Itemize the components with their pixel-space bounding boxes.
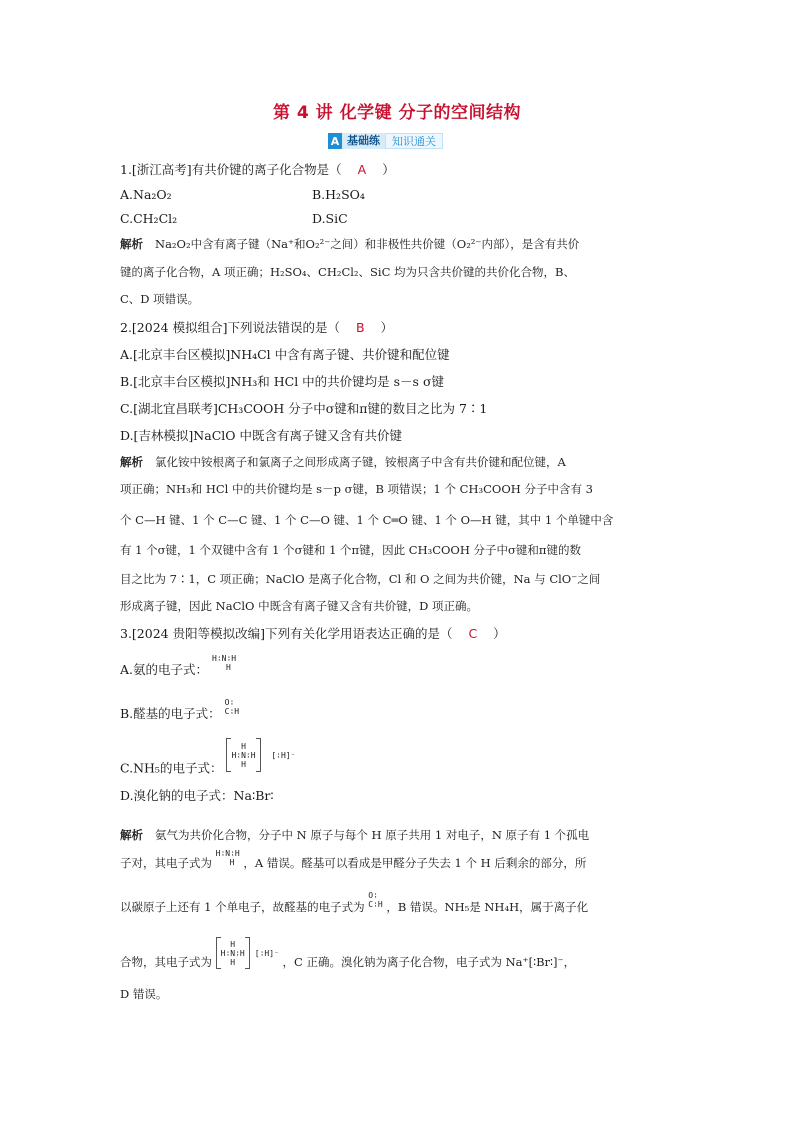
q3-option-d: D.溴化钠的电子式：Na∶Br∶ — [120, 788, 274, 803]
q1-explanation-line-2: 键的离子化合物，A 项正确；H₂SO₄、CH₂Cl₂、SiC 均为只含共价键的共价化合物，B、 — [120, 265, 575, 279]
q3-expl-2b: ，A 错误。醛基可以看成是甲醛分子失去 1 个 H 后剩余的部分，所 — [243, 856, 587, 870]
nh3-inline-top: H∶N∶H — [215, 849, 240, 858]
nh4-inline-bottom: H — [230, 957, 236, 967]
q3-option-c — [120, 741, 296, 786]
q2-option-d: D.[吉林模拟]NaClO 中既含有离子键又含有共价键 — [120, 428, 402, 443]
q3-option-b — [120, 697, 240, 724]
q2-explanation-text-1: 氯化铵中铵根离子和氯离子之间形成离子键，铵根离子中含有共价键和配位键，A — [155, 455, 566, 469]
nh4-bottom: H — [241, 759, 246, 769]
q2-explanation-line-5: 目之比为 7∶1，C 项正确；NaClO 是离子化合物，Cl 和 O 之间为共价键，Na 与 ClO⁻之间 — [120, 572, 601, 586]
q3-expl-4a: 合物，其电子式为 — [120, 955, 212, 969]
cho-top: O∶ — [224, 697, 235, 707]
q2-explanation-label: 解析 — [120, 455, 143, 469]
q1-option-a: A.Na₂O₂ — [120, 187, 172, 202]
q3-explanation-line-2 — [120, 849, 587, 873]
hydride-ion: [∶H]⁻ — [271, 750, 296, 760]
q1-stem-text: 1.[浙江高考]有共价键的离子化合物是（ — [120, 162, 342, 177]
q2-answer: B — [355, 320, 365, 335]
q2-option-b: B.[北京丰台区模拟]NH₃和 HCl 中的共价键均是 s－s σ键 — [120, 374, 444, 389]
nh3-top: H∶N∶H — [212, 653, 237, 663]
badge-module: 知识通关 — [385, 133, 443, 149]
nh4-inline-top: H — [230, 939, 236, 949]
q2-explanation-line-2: 项正确；NH₃和 HCl 中的共价键均是 s－p σ键，B 项错误；1 个 CH₃COOH 分子中含有 3 — [120, 482, 593, 496]
q1-option-c: C.CH₂Cl₂ — [120, 211, 178, 226]
q3-explanation-line-5: D 错误。 — [120, 987, 168, 1001]
q1-explanation-label: 解析 — [120, 237, 143, 251]
nh3-electron-formula — [212, 654, 236, 672]
q2-explanation-line-4: 有 1 个σ键，1 个双键中含有 1 个σ键和 1 个π键，因此 CH₃COOH 分子中σ键和π键的数 — [120, 543, 581, 557]
nh4-inline-mid: H∶N∶H — [220, 948, 245, 958]
nh5-formula-inline — [216, 937, 279, 969]
q3-stem-text: 3.[2024 贵阳等模拟改编]下列有关化学用语表达正确的是（ — [120, 626, 453, 641]
q2-explanation-line-6: 形成离子键，因此 NaClO 中既含有离子键又含有共价键，D 项正确。 — [120, 599, 479, 613]
nh5-inline-right-bracket — [245, 937, 250, 969]
q2-stem-text: 2.[2024 模拟组合]下列说法错误的是（ — [120, 320, 340, 335]
nh3-bottom: H — [226, 662, 231, 672]
q1-explanation-line-3: C、D 项错误。 — [120, 292, 200, 306]
nh3-inline-bottom: H — [229, 858, 235, 867]
q3-expl-4b: ，C 正确。溴化钠为离子化合物，电子式为 Na⁺[∶Br∶]⁻， — [282, 955, 576, 969]
cho-inline-top: O∶ — [368, 891, 378, 900]
q3-option-a — [120, 653, 237, 680]
q1-option-b: B.H₂SO₄ — [312, 187, 365, 202]
nh3-formula-inline — [216, 849, 240, 867]
q3-option-b-text: B.醛基的电子式： — [120, 706, 221, 721]
q1-stem — [120, 160, 395, 178]
q3-option-c-text: C.NH₅的电子式： — [120, 760, 223, 776]
nh5-right-bracket — [256, 738, 261, 772]
q2-option-a: A.[北京丰台区模拟]NH₄Cl 中含有离子键、共价键和配位键 — [120, 347, 450, 362]
section-badge — [328, 133, 443, 149]
q2-close: ） — [380, 320, 394, 335]
hydride-inline: [∶H]⁻ — [254, 948, 279, 958]
q1-answer: A — [357, 162, 367, 177]
nh4-top: H — [241, 741, 246, 751]
q1-explanation-line-1 — [120, 236, 579, 252]
q3-option-a-text: A.氨的电子式： — [120, 662, 209, 677]
aldehyde-electron-formula — [225, 698, 239, 716]
q2-explanation-line-1 — [120, 454, 566, 470]
q3-explanation-label: 解析 — [120, 828, 143, 842]
q3-explanation-line-1 — [120, 827, 589, 843]
q3-explanation-line-4 — [120, 939, 576, 979]
nh4-inline — [221, 940, 245, 967]
q3-explanation-line-3 — [120, 891, 589, 917]
q1-explanation-text-1: Na₂O₂中含有离子键（Na⁺和O₂²⁻之间）和非极性共价键（O₂²⁻内部），是含有共价 — [155, 237, 580, 251]
q3-answer: C — [468, 626, 478, 641]
q3-expl-3b: ，B 错误。NH₅是 NH₄H，属于离子化 — [386, 900, 589, 914]
q1-option-d: D.SiC — [312, 211, 348, 226]
cho-formula-inline — [368, 891, 382, 909]
lesson-title: 第 4 讲 化学键 分子的空间结构 — [272, 103, 521, 123]
q3-expl-3a: 以碳原子上还有 1 个单电子，故醛基的电子式为 — [120, 900, 365, 914]
q3-explanation-text-1: 氨气为共价化合物，分子中 N 原子与每个 H 原子共用 1 对电子，N 原子有 1 个孤电 — [155, 828, 590, 842]
q3-stem — [120, 624, 506, 642]
cho-inline-bottom: C∶H — [368, 900, 383, 909]
q2-option-c: C.[湖北宜昌联考]CH₃COOH 分子中σ键和π键的数目之比为 7∶1 — [120, 401, 488, 416]
cho-bottom: C∶H — [224, 706, 240, 716]
nh4-mid: H∶N∶H — [231, 750, 256, 760]
nh4-ion — [231, 742, 255, 769]
nh5-electron-formula — [226, 738, 295, 772]
q3-expl-2a: 子对，其电子式为 — [120, 856, 212, 870]
badge-level: 基础练 — [342, 133, 385, 149]
q1-close: ） — [382, 162, 395, 177]
q2-explanation-line-3: 个 C—H 键、1 个 C—C 键、1 个 C—O 键、1 个 C═O 键、1 个 O—H 键，其中 1 个单键中含 — [120, 513, 614, 527]
badge-mark: A — [328, 133, 342, 149]
q2-stem — [120, 318, 393, 336]
q3-close: ） — [493, 626, 506, 641]
